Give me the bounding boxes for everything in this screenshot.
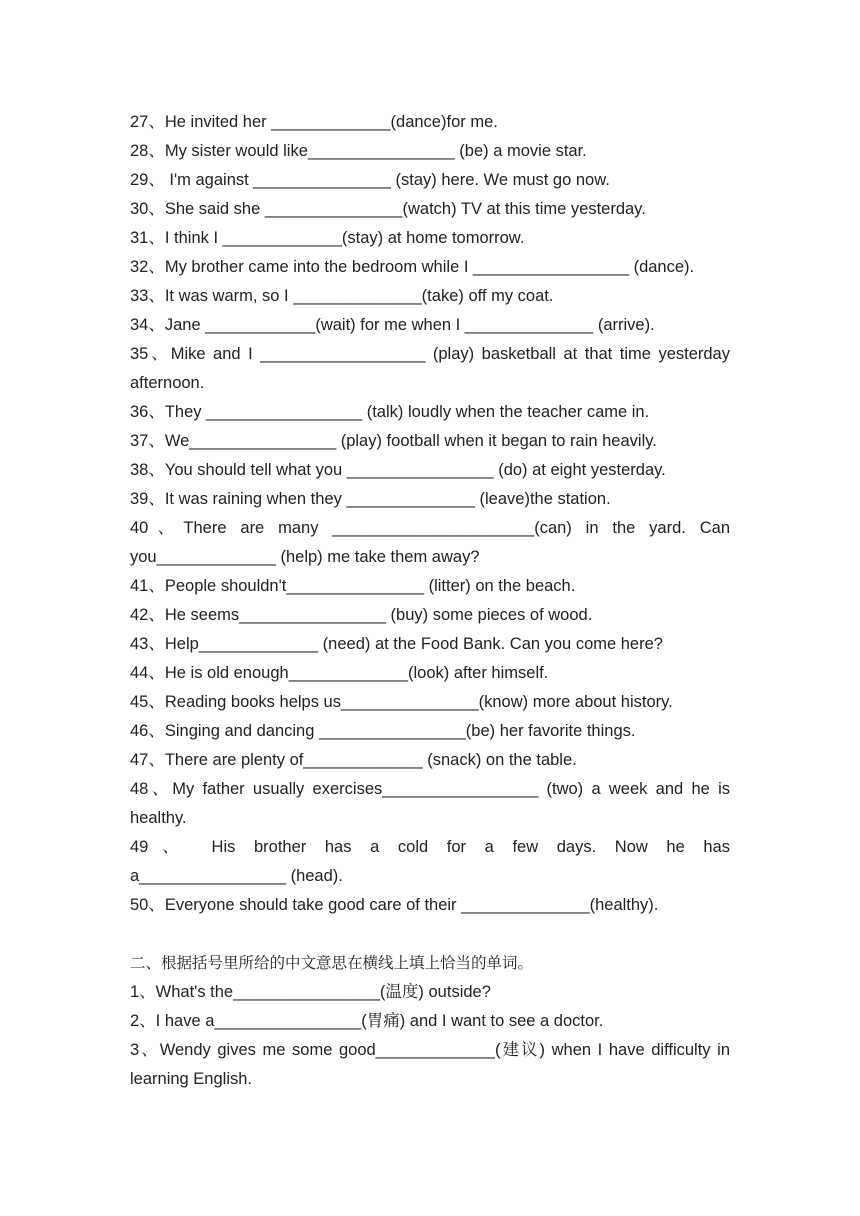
exercise-line: 49、 His brother has a cold for a few days. Now he has: [130, 838, 730, 856]
exercise-line: 38、You should tell what you ________________ (do) at eight yesterday.: [130, 461, 666, 479]
exercise-line: 40、There are many ______________________(can) in the yard. Can: [130, 519, 730, 537]
exercise-line: 46、Singing and dancing ________________(be) her favorite things.: [130, 722, 636, 740]
exercise-line: 47、There are plenty of_____________ (snack) on the table.: [130, 751, 577, 769]
exercise-line: 27、He invited her _____________(dance)for me.: [130, 113, 498, 131]
exercise-line: 42、He seems________________ (buy) some pieces of wood.: [130, 606, 593, 624]
exercise-line: 32、My brother came into the bedroom while I _________________ (dance).: [130, 258, 695, 276]
exercise-line: 44、He is old enough_____________(look) after himself.: [130, 664, 549, 682]
exercise-line-continued: you_____________ (help) me take them away?: [130, 548, 480, 566]
exercise-line-continued: a________________ (head).: [130, 867, 343, 885]
exercise-line: 35、Mike and I __________________ (play) basketball at that time yesterday: [130, 345, 730, 363]
exercise-line: 33、It was warm, so I ______________(take) off my coat.: [130, 287, 554, 305]
exercise-line-continued: afternoon.: [130, 374, 205, 392]
exercise-line: 36、They _________________ (talk) loudly when the teacher came in.: [130, 403, 650, 421]
section-heading: 二、根据括号里所给的中文意思在横线上填上恰当的单词。: [130, 954, 534, 972]
exercise-line: 48、My father usually exercises_________________ (two) a week and he is: [130, 780, 730, 798]
exercise-line: 45、Reading books helps us_______________(know) more about history.: [130, 693, 673, 711]
exercise-list: [130, 108, 730, 920]
exercise-line: 43、Help_____________ (need) at the Food Bank. Can you come here?: [130, 635, 663, 653]
exercise-line: 37、We________________ (play) football when it began to rain heavily.: [130, 432, 657, 450]
exercise-line: 2、I have a________________(胃痛) and I want to see a doctor.: [130, 1012, 604, 1030]
exercise-line: 30、She said she _______________(watch) TV at this time yesterday.: [130, 200, 646, 218]
worksheet-page: [130, 108, 730, 1094]
exercise-line: 28、My sister would like________________ (be) a movie star.: [130, 142, 587, 160]
exercise-line: 41、People shouldn't_______________ (litter) on the beach.: [130, 577, 576, 595]
exercise-line: 31、I think I _____________(stay) at home tomorrow.: [130, 229, 525, 247]
exercise-line: 39、It was raining when they ______________ (leave)the station.: [130, 490, 611, 508]
exercise-line: 29、 I'm against _______________ (stay) here. We must go now.: [130, 171, 610, 189]
exercise-line: 34、Jane ____________(wait) for me when I ______________ (arrive).: [130, 316, 655, 334]
section-spacer: [130, 920, 730, 949]
exercise-line-continued: healthy.: [130, 809, 187, 827]
exercise-line-continued: learning English.: [130, 1070, 252, 1088]
exercise-line: 50、Everyone should take good care of their ______________(healthy).: [130, 896, 659, 914]
exercise-line: 1、What's the________________(温度) outside?: [130, 983, 491, 1001]
exercise-line: 3、Wendy gives me some good_____________(建议) when I have difficulty in: [130, 1041, 730, 1059]
section-two: [130, 949, 730, 1094]
